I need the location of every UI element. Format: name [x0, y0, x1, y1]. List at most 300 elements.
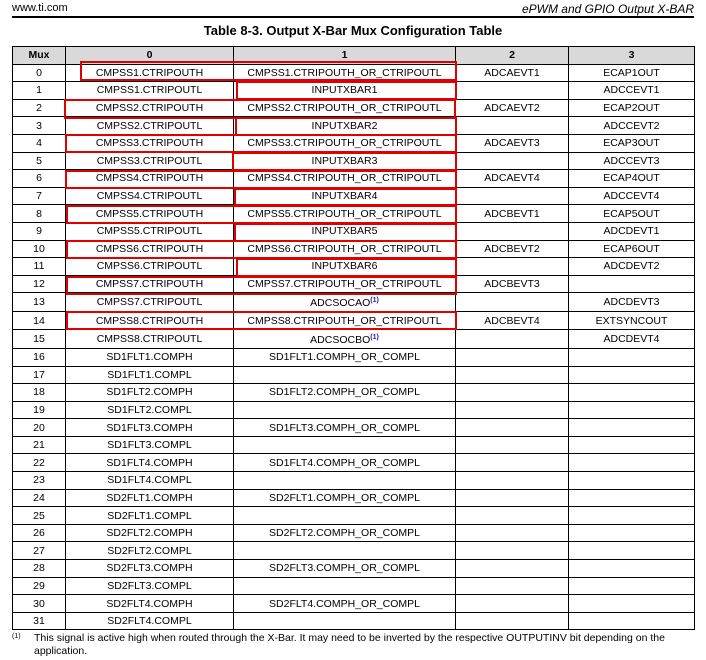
col2-cell	[456, 419, 569, 437]
col3-cell-text: ADCDEVT3	[603, 296, 660, 309]
table-row	[13, 222, 695, 240]
col1-cell-text: SD2FLT4.COMPH_OR_COMPL	[269, 597, 420, 610]
col3-cell	[569, 542, 695, 560]
col0-cell-text: CMPSS6.CTRIPOUTH	[95, 242, 204, 255]
col0-cell	[66, 258, 234, 276]
table-row	[13, 560, 695, 578]
mux-cell	[13, 348, 66, 366]
mux-cell	[13, 258, 66, 276]
col1-cell	[234, 542, 456, 560]
col1-cell	[234, 489, 456, 507]
col2-cell	[456, 152, 569, 170]
col3-cell	[569, 293, 695, 312]
col3-cell	[569, 560, 695, 578]
col0-cell	[66, 170, 234, 188]
col2-cell	[456, 64, 569, 82]
mux-cell-text: 8	[36, 207, 42, 220]
col1-cell	[234, 436, 456, 454]
col3-cell	[569, 258, 695, 276]
col1-cell-text: INPUTXBAR6	[311, 260, 378, 273]
col3-cell-text: ADCCEVT2	[603, 119, 660, 132]
col2-cell	[456, 489, 569, 507]
col3-cell	[569, 222, 695, 240]
col0-cell	[66, 419, 234, 437]
col2-cell	[456, 612, 569, 630]
col0-cell	[66, 117, 234, 135]
mux-cell	[13, 82, 66, 100]
mux-cell	[13, 222, 66, 240]
col0-cell-text: SD2FLT1.COMPL	[107, 509, 192, 522]
col0-cell-text: CMPSS2.CTRIPOUTL	[96, 119, 203, 132]
mux-cell	[13, 117, 66, 135]
col1-cell	[234, 99, 456, 117]
mux-cell-text: 0	[36, 66, 42, 79]
col3-cell-text: ADCDEVT2	[603, 260, 660, 273]
col2-cell	[456, 436, 569, 454]
table-row	[13, 419, 695, 437]
col0-cell-text: SD1FLT2.COMPH	[106, 386, 193, 399]
col2-cell	[456, 524, 569, 542]
col2-cell	[456, 577, 569, 595]
mux-cell-text: 21	[33, 439, 45, 452]
mux-cell-text: 9	[36, 225, 42, 238]
mux-cell	[13, 542, 66, 560]
column-header-1: 1	[234, 47, 456, 65]
col0-cell	[66, 454, 234, 472]
column-header-2: 2	[456, 47, 569, 65]
col2-cell	[456, 170, 569, 188]
col3-cell-text: ECAP2OUT	[603, 102, 660, 115]
col0-cell	[66, 472, 234, 490]
col3-cell	[569, 366, 695, 384]
col0-cell-text: CMPSS5.CTRIPOUTL	[96, 225, 203, 238]
mux-cell-text: 30	[33, 597, 45, 610]
col0-cell-text: CMPSS6.CTRIPOUTL	[96, 260, 203, 273]
col2-cell	[456, 560, 569, 578]
mux-cell	[13, 366, 66, 384]
col1-cell	[234, 348, 456, 366]
col3-cell	[569, 205, 695, 223]
col0-cell-text: CMPSS1.CTRIPOUTL	[96, 84, 203, 97]
col2-cell	[456, 187, 569, 205]
col3-cell	[569, 401, 695, 419]
mux-cell	[13, 595, 66, 613]
col1-cell	[234, 240, 456, 258]
mux-cell-text: 12	[33, 278, 45, 291]
mux-cell	[13, 99, 66, 117]
col0-cell-text: SD2FLT4.COMPL	[107, 615, 192, 628]
col0-cell	[66, 542, 234, 560]
table-row	[13, 348, 695, 366]
col1-cell	[234, 524, 456, 542]
mux-cell-text: 23	[33, 474, 45, 487]
col3-cell	[569, 99, 695, 117]
header-site: www.ti.com	[12, 2, 68, 14]
col2-cell	[456, 312, 569, 330]
col0-cell-text: SD2FLT2.COMPH	[106, 527, 193, 540]
col0-cell-text: SD2FLT2.COMPL	[107, 544, 192, 557]
mux-cell	[13, 134, 66, 152]
mux-cell	[13, 329, 66, 348]
table-row	[13, 205, 695, 223]
table-row	[13, 384, 695, 402]
mux-cell-text: 18	[33, 386, 45, 399]
col3-cell	[569, 489, 695, 507]
col0-cell-text: SD1FLT3.COMPL	[107, 439, 192, 452]
table-row	[13, 312, 695, 330]
col0-cell	[66, 329, 234, 348]
col0-cell	[66, 275, 234, 293]
col3-cell	[569, 240, 695, 258]
mux-cell	[13, 401, 66, 419]
col0-cell	[66, 152, 234, 170]
col3-cell	[569, 472, 695, 490]
col1-cell-text: SD1FLT4.COMPH_OR_COMPL	[269, 456, 420, 469]
col3-cell-text: ADCCEVT3	[603, 154, 660, 167]
table-row	[13, 82, 695, 100]
mux-cell	[13, 612, 66, 630]
col3-cell	[569, 436, 695, 454]
mux-cell	[13, 454, 66, 472]
mux-cell-text: 13	[33, 296, 45, 309]
col2-cell-text: ADCAEVT2	[484, 102, 540, 115]
col1-cell-text: CMPSS3.CTRIPOUTH_OR_CTRIPOUTL	[247, 137, 442, 150]
col3-cell	[569, 152, 695, 170]
col0-cell	[66, 366, 234, 384]
table-row	[13, 454, 695, 472]
col1-cell-text: CMPSS4.CTRIPOUTH_OR_CTRIPOUTL	[247, 172, 442, 185]
table-row	[13, 595, 695, 613]
mux-cell-text: 31	[33, 615, 45, 628]
col2-cell	[456, 366, 569, 384]
col3-cell-text: ADCCEVT1	[603, 84, 660, 97]
col1-cell-text: INPUTXBAR3	[311, 154, 378, 167]
col3-cell	[569, 275, 695, 293]
column-header-0: 0	[66, 47, 234, 65]
col0-cell	[66, 612, 234, 630]
col1-cell-text: INPUTXBAR2	[311, 119, 378, 132]
col3-cell	[569, 524, 695, 542]
col1-cell	[234, 507, 456, 525]
col1-cell-text: SD2FLT3.COMPH_OR_COMPL	[269, 562, 420, 575]
col3-cell	[569, 454, 695, 472]
mux-cell-text: 10	[33, 242, 45, 255]
col0-cell	[66, 507, 234, 525]
col1-cell	[234, 275, 456, 293]
table-row	[13, 472, 695, 490]
mux-cell-text: 17	[33, 368, 45, 381]
col2-cell	[456, 595, 569, 613]
mux-cell	[13, 419, 66, 437]
col2-cell	[456, 222, 569, 240]
mux-cell	[13, 205, 66, 223]
col0-cell	[66, 205, 234, 223]
col3-cell	[569, 507, 695, 525]
col0-cell	[66, 134, 234, 152]
col1-cell	[234, 258, 456, 276]
col2-cell	[456, 99, 569, 117]
col1-cell-text: ADCSOCBO	[310, 333, 371, 346]
col3-cell-text: ECAP1OUT	[603, 66, 660, 79]
table-row	[13, 152, 695, 170]
col1-cell	[234, 293, 456, 312]
col0-cell-text: CMPSS2.CTRIPOUTH	[95, 102, 204, 115]
col3-cell	[569, 134, 695, 152]
table-row	[13, 436, 695, 454]
col3-cell	[569, 170, 695, 188]
col0-cell	[66, 524, 234, 542]
col0-cell-text: CMPSS3.CTRIPOUTL	[96, 154, 203, 167]
mux-cell-text: 15	[33, 332, 45, 345]
column-header-mux: Mux	[13, 47, 66, 65]
col2-cell	[456, 82, 569, 100]
table-row	[13, 577, 695, 595]
mux-cell	[13, 293, 66, 312]
table-row	[13, 366, 695, 384]
table-body	[13, 64, 695, 630]
col3-cell	[569, 384, 695, 402]
mux-cell	[13, 170, 66, 188]
col0-cell	[66, 489, 234, 507]
mux-cell	[13, 560, 66, 578]
table-row	[13, 293, 695, 312]
col3-cell-text: ECAP6OUT	[603, 242, 660, 255]
col1-cell-text: CMPSS1.CTRIPOUTH_OR_CTRIPOUTL	[247, 66, 442, 79]
table-row	[13, 64, 695, 82]
col1-cell	[234, 595, 456, 613]
mux-cell	[13, 187, 66, 205]
col0-cell-text: CMPSS4.CTRIPOUTL	[96, 190, 203, 203]
col0-cell-text: SD1FLT1.COMPL	[107, 368, 192, 381]
col1-cell	[234, 401, 456, 419]
col3-cell-text: EXTSYNCOUT	[595, 314, 668, 327]
mux-cell-text: 19	[33, 403, 45, 416]
col3-cell	[569, 348, 695, 366]
mux-cell-text: 28	[33, 562, 45, 575]
col1-cell	[234, 366, 456, 384]
col0-cell	[66, 187, 234, 205]
table-row	[13, 240, 695, 258]
col3-cell-text: ADCCEVT4	[603, 190, 660, 203]
col0-cell-text: SD1FLT4.COMPL	[107, 474, 192, 487]
mux-cell	[13, 507, 66, 525]
col1-cell-text: SD1FLT2.COMPH_OR_COMPL	[269, 386, 420, 399]
col0-cell-text: SD1FLT3.COMPH	[106, 421, 193, 434]
col1-cell	[234, 170, 456, 188]
table-row	[13, 275, 695, 293]
col3-cell	[569, 82, 695, 100]
col3-cell	[569, 117, 695, 135]
table-row	[13, 489, 695, 507]
table-row	[13, 258, 695, 276]
col2-cell	[456, 117, 569, 135]
col3-cell-text: ADCDEVT4	[603, 332, 660, 345]
col1-cell	[234, 329, 456, 348]
mux-cell-text: 22	[33, 456, 45, 469]
mux-cell	[13, 577, 66, 595]
mux-cell-text: 6	[36, 172, 42, 185]
col0-cell-text: SD1FLT4.COMPH	[106, 456, 193, 469]
col1-cell	[234, 312, 456, 330]
mux-cell	[13, 489, 66, 507]
col1-cell	[234, 222, 456, 240]
mux-cell	[13, 472, 66, 490]
col3-cell	[569, 64, 695, 82]
col0-cell	[66, 222, 234, 240]
col0-cell-text: CMPSS7.CTRIPOUTL	[96, 296, 203, 309]
col3-cell	[569, 419, 695, 437]
col0-cell	[66, 240, 234, 258]
mux-cell-text: 20	[33, 421, 45, 434]
col1-cell	[234, 472, 456, 490]
col1-cell-text: CMPSS6.CTRIPOUTH_OR_CTRIPOUTL	[247, 242, 442, 255]
footnote-mark: (1)	[12, 633, 21, 640]
col3-cell-text: ECAP3OUT	[603, 137, 660, 150]
col1-cell	[234, 612, 456, 630]
col1-cell	[234, 419, 456, 437]
col0-cell-text: SD2FLT1.COMPH	[106, 491, 193, 504]
footnote-ref-link[interactable]: (1)	[370, 333, 379, 341]
col2-cell	[456, 258, 569, 276]
col1-cell	[234, 134, 456, 152]
col1-cell-text: INPUTXBAR4	[311, 190, 378, 203]
col1-cell	[234, 187, 456, 205]
col0-cell-text: CMPSS5.CTRIPOUTH	[95, 207, 204, 220]
col3-cell	[569, 595, 695, 613]
col3-cell-text: ECAP5OUT	[603, 207, 660, 220]
col2-cell	[456, 542, 569, 560]
col0-cell	[66, 436, 234, 454]
col3-cell-text: ADCDEVT1	[603, 225, 660, 238]
col0-cell-text: CMPSS7.CTRIPOUTH	[95, 278, 204, 291]
mux-cell	[13, 275, 66, 293]
col2-cell	[456, 293, 569, 312]
mux-cell-text: 25	[33, 509, 45, 522]
col1-cell	[234, 64, 456, 82]
table-row	[13, 542, 695, 560]
col0-cell	[66, 64, 234, 82]
col0-cell-text: CMPSS8.CTRIPOUTL	[96, 332, 203, 345]
mux-cell	[13, 152, 66, 170]
col1-cell	[234, 454, 456, 472]
mux-cell-text: 29	[33, 579, 45, 592]
col0-cell-text: SD2FLT3.COMPL	[107, 579, 192, 592]
column-header-3: 3	[569, 47, 695, 65]
col2-cell	[456, 205, 569, 223]
col0-cell	[66, 401, 234, 419]
col3-cell	[569, 312, 695, 330]
mux-config-table	[12, 46, 695, 630]
mux-cell-text: 1	[36, 84, 42, 97]
col1-cell-text: CMPSS2.CTRIPOUTH_OR_CTRIPOUTL	[247, 102, 442, 115]
col1-cell-text: CMPSS5.CTRIPOUTH_OR_CTRIPOUTL	[247, 207, 442, 220]
table-row	[13, 507, 695, 525]
table-row	[13, 524, 695, 542]
col3-cell	[569, 577, 695, 595]
col1-cell	[234, 560, 456, 578]
table-row	[13, 612, 695, 630]
col0-cell-text: SD2FLT4.COMPH	[106, 597, 193, 610]
header-rule	[12, 16, 694, 18]
col1-cell-text: SD2FLT1.COMPH_OR_COMPL	[269, 491, 420, 504]
col0-cell-text: CMPSS1.CTRIPOUTH	[95, 66, 204, 79]
table-row	[13, 117, 695, 135]
col1-cell-text: SD1FLT3.COMPH_OR_COMPL	[269, 421, 420, 434]
footnote-ref-link[interactable]: (1)	[370, 297, 379, 305]
col2-cell	[456, 401, 569, 419]
col1-cell-text: ADCSOCAO	[310, 297, 371, 310]
table-title: Table 8-3. Output X-Bar Mux Configuration Table	[203, 23, 503, 38]
mux-cell-text: 7	[36, 190, 42, 203]
header-section: ePWM and GPIO Output X-BAR	[521, 2, 694, 16]
mux-cell	[13, 524, 66, 542]
table-header-row	[13, 47, 695, 65]
col2-cell	[456, 454, 569, 472]
mux-cell	[13, 240, 66, 258]
col0-cell-text: CMPSS4.CTRIPOUTH	[95, 172, 204, 185]
col1-cell	[234, 82, 456, 100]
mux-cell-text: 3	[36, 119, 42, 132]
mux-cell-text: 2	[36, 102, 42, 115]
col2-cell	[456, 240, 569, 258]
col0-cell	[66, 595, 234, 613]
col1-cell	[234, 117, 456, 135]
col2-cell	[456, 472, 569, 490]
footnote-text: This signal is active high when routed through the X-Bar. It may need to be inverted by the respective OUTPUTINV bit depending on the application.	[34, 632, 665, 657]
col2-cell	[456, 384, 569, 402]
col1-cell-text: CMPSS7.CTRIPOUTH_OR_CTRIPOUTL	[247, 278, 442, 291]
col3-cell	[569, 329, 695, 348]
col0-cell	[66, 384, 234, 402]
col1-cell-text: SD2FLT2.COMPH_OR_COMPL	[269, 527, 420, 540]
col2-cell-text: ADCAEVT1	[484, 66, 540, 79]
table-row	[13, 401, 695, 419]
col3-cell	[569, 612, 695, 630]
mux-cell	[13, 436, 66, 454]
col0-cell-text: SD1FLT1.COMPH	[106, 351, 193, 364]
col2-cell	[456, 275, 569, 293]
col2-cell	[456, 329, 569, 348]
col2-cell	[456, 507, 569, 525]
mux-cell-text: 5	[36, 154, 42, 167]
col2-cell-text: ADCAEVT4	[484, 172, 540, 185]
mux-cell	[13, 312, 66, 330]
mux-cell-text: 24	[33, 491, 45, 504]
table-row	[13, 170, 695, 188]
mux-cell-text: 4	[36, 137, 42, 150]
mux-cell-text: 27	[33, 544, 45, 557]
col1-cell-text: INPUTXBAR1	[311, 84, 378, 97]
col1-cell-text: SD1FLT1.COMPH_OR_COMPL	[269, 351, 420, 364]
col0-cell-text: CMPSS3.CTRIPOUTH	[95, 137, 204, 150]
col2-cell-text: ADCAEVT3	[484, 137, 540, 150]
col0-cell	[66, 348, 234, 366]
col0-cell-text: SD2FLT3.COMPH	[106, 562, 193, 575]
col0-cell-text: CMPSS8.CTRIPOUTH	[95, 314, 204, 327]
col2-cell-text: ADCBEVT1	[484, 207, 540, 220]
col1-cell	[234, 384, 456, 402]
col1-cell-text: CMPSS8.CTRIPOUTH_OR_CTRIPOUTL	[247, 314, 442, 327]
col2-cell-text: ADCBEVT3	[484, 278, 540, 291]
mux-cell-text: 26	[33, 527, 45, 540]
col1-cell	[234, 205, 456, 223]
mux-cell-text: 16	[33, 351, 45, 364]
table-row	[13, 187, 695, 205]
col3-cell	[569, 187, 695, 205]
mux-cell-text: 11	[33, 260, 45, 273]
col3-cell-text: ECAP4OUT	[603, 172, 660, 185]
col0-cell-text: SD1FLT2.COMPL	[107, 403, 192, 416]
